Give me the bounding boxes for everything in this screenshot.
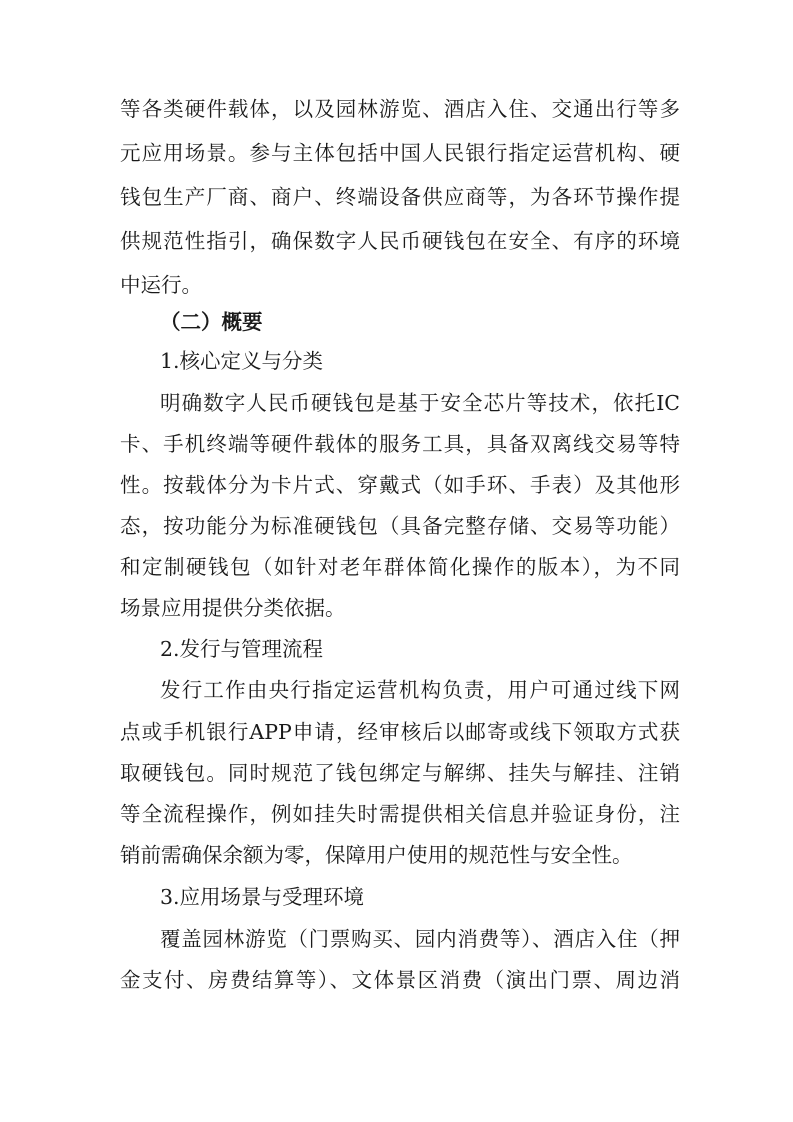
item-title: 2.发行与管理流程 (160, 637, 324, 661)
item-title: 1.核心定义与分类 (160, 349, 324, 373)
paragraph-line: 场景应用提供分类依据。 (120, 596, 346, 620)
paragraph-line: 点或手机银行APP申请，经审核后以邮寄或线下领取方式获 (120, 720, 680, 744)
paragraph-line: 态，按功能分为标准硬钱包（具备完整存储、交易等功能） (120, 514, 680, 538)
section-heading: （二）概要 (160, 310, 263, 334)
paragraph-line: 金支付、房费结算等）、文体景区消费（演出门票、周边消 (120, 968, 680, 992)
paragraph-line: 性。按载体分为卡片式、穿戴式（如手环、手表）及其他形 (120, 473, 680, 497)
paragraph-line: 等各类硬件载体，以及园林游览、酒店入住、交通出行等多 (120, 97, 680, 121)
item-title: 3.应用场景与受理环境 (160, 885, 365, 909)
paragraph-line: 等全流程操作，例如挂失时需提供相关信息并验证身份，注 (120, 802, 680, 826)
paragraph-line: 和定制硬钱包（如针对老年群体简化操作的版本），为不同 (120, 555, 680, 579)
paragraph-line: 销前需确保余额为零，保障用户使用的规范性与安全性。 (120, 843, 633, 867)
paragraph-line: 发行工作由央行指定运营机构负责，用户可通过线下网 (160, 678, 680, 702)
paragraph-line: 供规范性指引，确保数字人民币硬钱包在安全、有序的环境 (120, 229, 680, 253)
paragraph-line: 覆盖园林游览（门票购买、园内消费等）、酒店入住（押 (160, 927, 680, 951)
paragraph-line: 取硬钱包。同时规范了钱包绑定与解绑、挂失与解挂、注销 (120, 761, 680, 785)
paragraph-line: 元应用场景。参与主体包括中国人民银行指定运营机构、硬 (120, 141, 680, 165)
paragraph-line: 钱包生产厂商、商户、终端设备供应商等，为各环节操作提 (120, 185, 680, 209)
paragraph-line: 卡、手机终端等硬件载体的服务工具，具备双离线交易等特 (120, 432, 680, 456)
paragraph-line: 中运行。 (120, 273, 202, 297)
paragraph-line: 明确数字人民币硬钱包是基于安全芯片等技术，依托IC (160, 391, 680, 415)
